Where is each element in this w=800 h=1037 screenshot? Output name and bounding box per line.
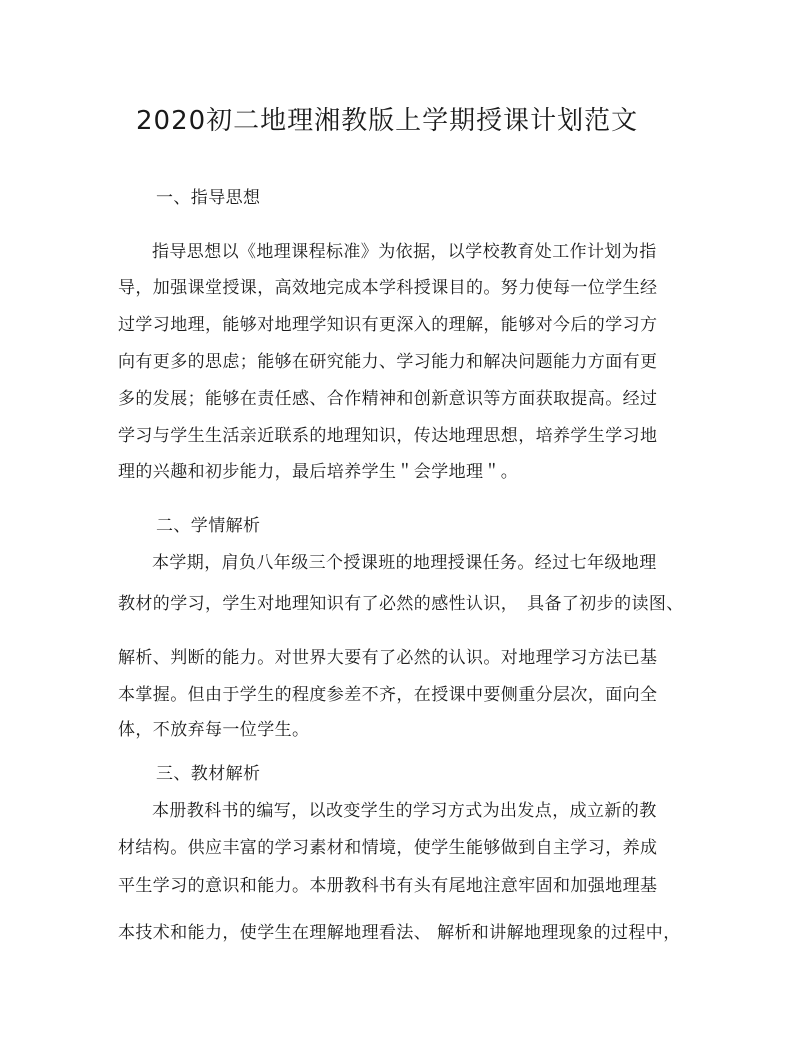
paragraph-line: 学习与学生生活亲近联系的地理知识，传达地理思想，培养学生学习地 [118, 426, 658, 446]
paragraph-line: 过学习地理，能够对地理学知识有更深入的理解，能够对今后的学习方 [118, 315, 658, 335]
section-heading-textbook-analysis: 三、教材解析 [156, 764, 261, 784]
paragraph-line: 教材的学习，学生对地理知识有了必然的感性认识， 具备了初步的读图、 [118, 594, 684, 614]
paragraph-line: 导，加强课堂授课，高效地完成本学科授课目的。努力使每一位学生经 [118, 278, 658, 298]
paragraph-line: 本掌握。但由于学生的程度参差不齐，在授课中要侧重分层次，面向全 [118, 685, 658, 705]
paragraph-line: 本学期，肩负八年级三个授课班的地理授课任务。经过七年级地理 [152, 553, 657, 573]
paragraph-line: 理的兴趣和初步能力，最后培养学生＂会学地理＂。 [118, 462, 519, 482]
document-title: 2020初二地理湘教版上学期授课计划范文 [136, 106, 639, 136]
paragraph-line: 向有更多的思虑；能够在研究能力、学习能力和解决问题能力方面有更 [118, 352, 658, 372]
section-heading-student-analysis: 二、学情解析 [156, 516, 261, 536]
paragraph-line: 指导思想以《地理课程标准》为依据，以学校教育处工作计划为指 [152, 242, 657, 262]
paragraph-line: 平生学习的意识和能力。本册教科书有头有尾地注意牢固和加强地理基 [118, 876, 658, 896]
paragraph-line: 材结构。供应丰富的学习素材和情境，使学生能够做到自主学习，养成 [118, 838, 658, 858]
paragraph-line: 体，不放弃每一位学生。 [118, 720, 310, 740]
section-heading-guiding-ideology: 一、指导思想 [156, 188, 261, 208]
paragraph-line: 本册教科书的编写，以改变学生的学习方式为出发点，成立新的教 [152, 801, 657, 821]
paragraph-line: 解析、判断的能力。对世界大要有了必然的认识。对地理学习方法已基 [118, 648, 658, 668]
paragraph-line: 本技术和能力，使学生在理解地理看法、 解析和讲解地理现象的过程中， [118, 923, 681, 943]
paragraph-line: 多的发展；能够在责任感、合作精神和创新意识等方面获取提高。经过 [118, 389, 658, 409]
